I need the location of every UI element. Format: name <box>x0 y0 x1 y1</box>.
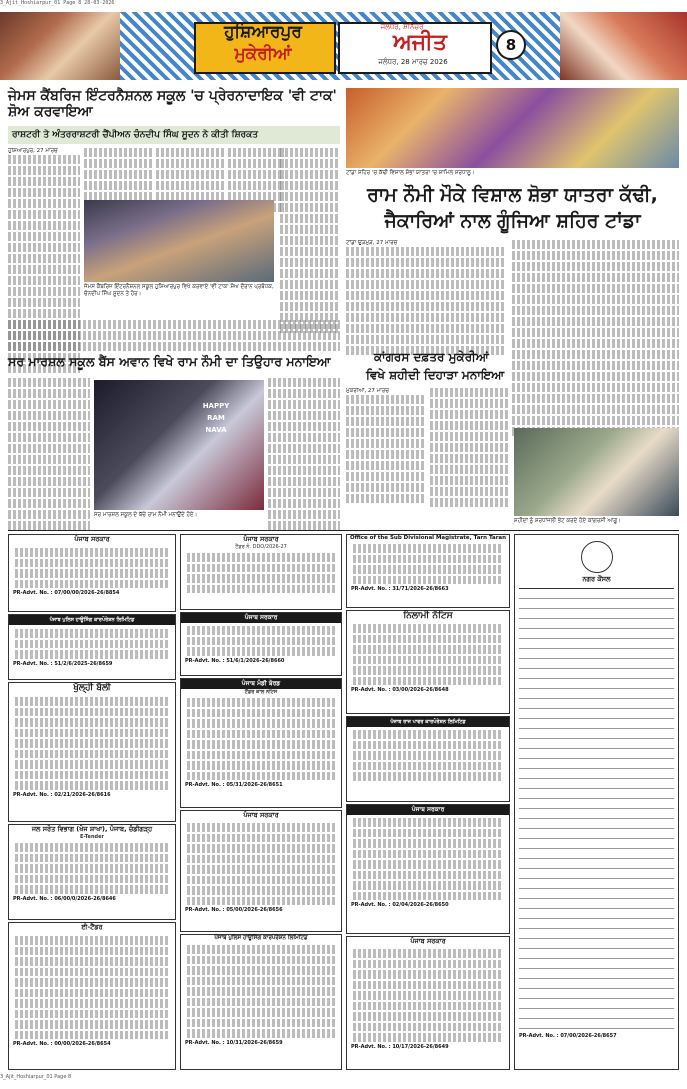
story1-subhead: ਰਾਸ਼ਟਰੀ ਤੇ ਅੰਤਰਰਾਸ਼ਟਰੀ ਚੈਂਪੀਅਨ ਚੰਨਦੀਪ ਸਿੰਘ ਸੂਦਨ ਨੇ ਕੀਤੀ ਸ਼ਿਰਕਤ <box>8 126 340 144</box>
story4-column-2 <box>430 388 510 509</box>
masthead-left-photo <box>0 12 120 80</box>
story3-photo <box>94 380 264 510</box>
section-title-hoshiarpur: ਹੁਸ਼ਿਆਰਪੁਰ <box>224 22 302 42</box>
print-meta-line: 3_Ajit_Hoshiarpur_01 Page 8 28-03-2026 <box>0 0 115 6</box>
ad-c2 <box>346 610 510 714</box>
ad-a5 <box>8 922 176 1070</box>
ad-d1-pr: PR-Advt. No. : 07/00/2026-26/8657 <box>519 1033 617 1039</box>
ad-d1-title: ਨਗਰ ਕੌਂਸਲ <box>582 575 611 583</box>
ad-a1-title: ਪੰਜਾਬ ਸਰਕਾਰ <box>74 535 110 543</box>
ad-b5-pr: PR-Advt. No. : 10/31/2026-26/8659 <box>185 1039 283 1046</box>
ad-b4-title: ਪੰਜਾਬ ਸਰਕਾਰ <box>243 811 279 819</box>
ad-b3-pr: PR-Advt. No. : 05/31/2026-26/8651 <box>185 782 283 788</box>
story1-column-5 <box>280 148 340 335</box>
ad-c3-title: ਪੰਜਾਬ ਰਾਜ ਪਾਵਰ ਕਾਰਪੋਰੇਸ਼ਨ ਲਿਮਿਟਿਡ <box>347 717 509 727</box>
story1-dateline: ਹੁਸ਼ਿਆਰਪੁਰ, 27 ਮਾਰਚ <box>8 148 58 154</box>
story4-column-1 <box>346 388 426 505</box>
ad-b5 <box>180 934 342 1070</box>
issue-date: ਜਲੰਧਰ, 28 ਮਾਰਚ 2026 <box>378 58 448 66</box>
story1-headline: ਜੇਮਸ ਕੈਂਬਰਿਜ ਇੰਟਰਨੈਸ਼ਨਲ ਸਕੂਲ 'ਚ ਪ੍ਰੇਰਨਾਦਾਇਕ 'ਵੀ ਟਾਕ' ਸ਼ੋਅ ਕਰਵਾਇਆ <box>8 88 337 120</box>
ad-a3-title: ਖੁੱਲ੍ਹੀ ਬੋਲੀ <box>73 683 111 693</box>
ad-a1 <box>8 534 176 612</box>
story2-column-2 <box>512 240 679 438</box>
ad-b4 <box>180 810 342 932</box>
story1-bottom-text <box>8 320 340 353</box>
emblem-icon <box>581 541 613 573</box>
ad-c5-title: ਪੰਜਾਬ ਸਰਕਾਰ <box>410 937 446 945</box>
ad-c1-pr: PR-Advt. No. : 31/71/2026-26/8663 <box>351 586 449 592</box>
story2-headline-1: ਰਾਮ ਨੌਮੀ ਮੌਕੇ ਵਿਸ਼ਾਲ ਸ਼ੋਭਾ ਯਾਤਰਾ ਕੱਢੀ, <box>367 184 658 206</box>
story2-column-1 <box>346 240 506 357</box>
ad-a4-subtitle: E-Tender <box>80 834 104 840</box>
ads-divider <box>8 530 679 531</box>
story1-caption: ਜੇਮਸ ਕੈਂਬਰਿਜ ਇੰਟਰਨੈਸ਼ਨਲ ਸਕੂਲ ਹੁਸ਼ਿਆਰਪੁਰ ਵਿਖੇ ਕਰਵਾਏ 'ਵੀ ਟਾਕ' ਸ਼ੋਅ ਦੌਰਾਨ ਪ੍ਰਬੰਧਕ, ਚੰਨਦੀਪ ਸਿੰਘ ਸੂਦਨ ਤੇ ਹੋਰ। <box>84 284 274 297</box>
print-footer: 3_Ajit_Hoshiarpur_01 Page 8 <box>0 1074 72 1080</box>
ad-c5 <box>346 936 510 1070</box>
ad-b3-subtitle: ਟੈਂਡਰ ਕਾਲ ਨੋਟਿਸ <box>244 689 278 695</box>
story3-board-text-3: NAVA <box>205 426 227 434</box>
ad-b3-title: ਪੰਜਾਬ ਮੰਡੀ ਬੋਰਡ <box>181 679 341 689</box>
ad-c1 <box>346 534 510 608</box>
ad-b1-title: ਪੰਜਾਬ ਸਰਕਾਰ <box>243 535 279 543</box>
story2-dateline: ਟਾਂਡਾ ਉੜਮੁੜ, 27 ਮਾਰਚ <box>346 240 398 246</box>
masthead-right-photo <box>560 12 687 80</box>
ad-a4-title: ਜਲ ਸਰੋਤ ਵਿਭਾਗ (ਖੋਜ ਸ਼ਾਖਾ), ਪੰਜਾਬ, ਚੰਡੀਗੜ੍ਹ <box>31 825 153 833</box>
paper-logo: ਅਜੀਤ <box>393 30 447 55</box>
ad-c4-title: ਪੰਜਾਬ ਸਰਕਾਰ <box>347 805 509 815</box>
ad-c2-pr: PR-Advt. No. : 03/00/2026-26/8648 <box>351 687 449 693</box>
ad-a2-title: ਪੰਜਾਬ ਪੁਲਿਸ ਹਾਊਸਿੰਗ ਕਾਰਪੋਰੇਸ਼ਨ ਲਿਮਿਟਿਡ <box>9 615 175 625</box>
ad-b1-notice: ਟੈਂਡਰ ਨੰ. DDO/2026-27 <box>235 544 287 550</box>
paper-edition-label: ਜਲੰਧਰ, ਸ਼ਨਿੱਚਰ <box>380 23 424 31</box>
ad-a4 <box>8 824 176 920</box>
ad-b2-pr: PR-Advt. No. : 51/6/1/2026-26/8660 <box>185 657 285 664</box>
ad-a3-pr: PR-Advt. No. : 02/21/2026-26/8616 <box>13 791 111 798</box>
ad-d1 <box>514 534 679 1070</box>
story1-photo <box>84 200 274 282</box>
ad-a3 <box>8 682 176 822</box>
story3-column-2 <box>268 378 340 532</box>
story3-headline: ਸਰ ਮਾਰਸ਼ਲ ਸਕੂਲ ਬੈਂਸ ਅਵਾਨ ਵਿਖੇ ਰਾਮ ਨੌਮੀ ਦਾ ਤਿਉਹਾਰ ਮਨਾਇਆ <box>8 354 331 369</box>
ad-a4-pr: PR-Advt. No. : 06/00/0/2026-26/8646 <box>13 895 116 902</box>
ad-a5-title: ਈ-ਟੈਂਡਰ <box>81 923 103 931</box>
ad-c5-pr: PR-Advt. No. : 10/17/2026-26/8649 <box>351 1043 449 1050</box>
ad-b5-title: ਪੰਜਾਬ ਪੁਲਿਸ ਹਾਊਸਿੰਗ ਕਾਰਪੋਰੇਸ਼ਨ ਲਿਮਿਟਿਡ <box>214 935 308 941</box>
section-title-mukerian: ਮੁਕੇਰੀਆਂ <box>234 44 292 64</box>
ad-b4-pr: PR-Advt. No. : 05/00/2026-26/8656 <box>185 907 283 913</box>
page-number: 8 <box>496 30 526 60</box>
story2-headline-2: ਜੈਕਾਰਿਆਂ ਨਾਲ ਗੂੰਜਿਆ ਸ਼ਹਿਰ ਟਾਂਡਾ <box>384 210 641 232</box>
ad-b3 <box>180 678 342 808</box>
story2-photo <box>346 88 679 168</box>
story3-board-text-1: HAPPY <box>202 402 230 410</box>
story4-photo <box>514 428 679 516</box>
story4-headline-1: ਕਾਂਗਰਸ ਦਫ਼ਤਰ ਮੁਕੇਰੀਆਂ <box>374 350 489 364</box>
ad-b2-title: ਪੰਜਾਬ ਸਰਕਾਰ <box>181 613 341 623</box>
ad-b1 <box>180 534 342 610</box>
ad-c2-title: ਨਿਲਾਮੀ ਨੋਟਿਸ <box>403 611 453 621</box>
ad-d1-table <box>519 588 674 1029</box>
ad-b2 <box>180 612 342 676</box>
story2-photo-caption: ਟਾਂਡਾ ਸ਼ਹਿਰ 'ਚ ਕੱਢੀ ਵਿਸ਼ਾਲ ਸ਼ੋਭਾ ਯਾਤਰਾ 'ਚ ਸ਼ਾਮਿਲ ਸ਼ਰਧਾਲੂ। <box>346 170 475 176</box>
ad-a2-pr: PR-Advt. No. : 51/2/6/2025-26/8659 <box>13 660 113 667</box>
ad-c4-pr: PR-Advt. No. : 02/04/2026-26/8650 <box>351 902 449 908</box>
ad-a5-pr: PR-Advt. No. : 00/00/2026-26/8654 <box>13 1041 111 1047</box>
story3-board-text-2: RAM <box>207 414 225 422</box>
ad-c4 <box>346 804 510 934</box>
ad-c1-title: Office of the Sub Divisional Magistrate, Tarn Taran <box>349 535 507 541</box>
story4-headline-2: ਵਿਖੇ ਸ਼ਹੀਦੀ ਦਿਹਾੜਾ ਮਨਾਇਆ <box>366 368 505 382</box>
story3-column-1 <box>8 378 90 532</box>
story3-caption: ਸਰ ਮਾਰਸ਼ਲ ਸਕੂਲ ਦੇ ਬੱਚੇ ਰਾਮ ਨੌਮੀ ਮਨਾਉਂਦੇ ਹੋਏ। <box>94 512 198 518</box>
ad-a2 <box>8 614 176 680</box>
ad-a1-pr: PR-Advt. No. : 07/00/00/2026-26/8854 <box>13 590 120 596</box>
story4-caption: ਸ਼ਹੀਦਾਂ ਨੂੰ ਸ਼ਰਧਾਂਜਲੀ ਭੇਟ ਕਰਦੇ ਹੋਏ ਕਾਂਗਰਸੀ ਆਗੂ। <box>514 518 621 524</box>
ad-c3 <box>346 716 510 802</box>
story4-dateline: ਮੁਕੇਰੀਆਂ, 27 ਮਾਰਚ <box>346 388 389 394</box>
